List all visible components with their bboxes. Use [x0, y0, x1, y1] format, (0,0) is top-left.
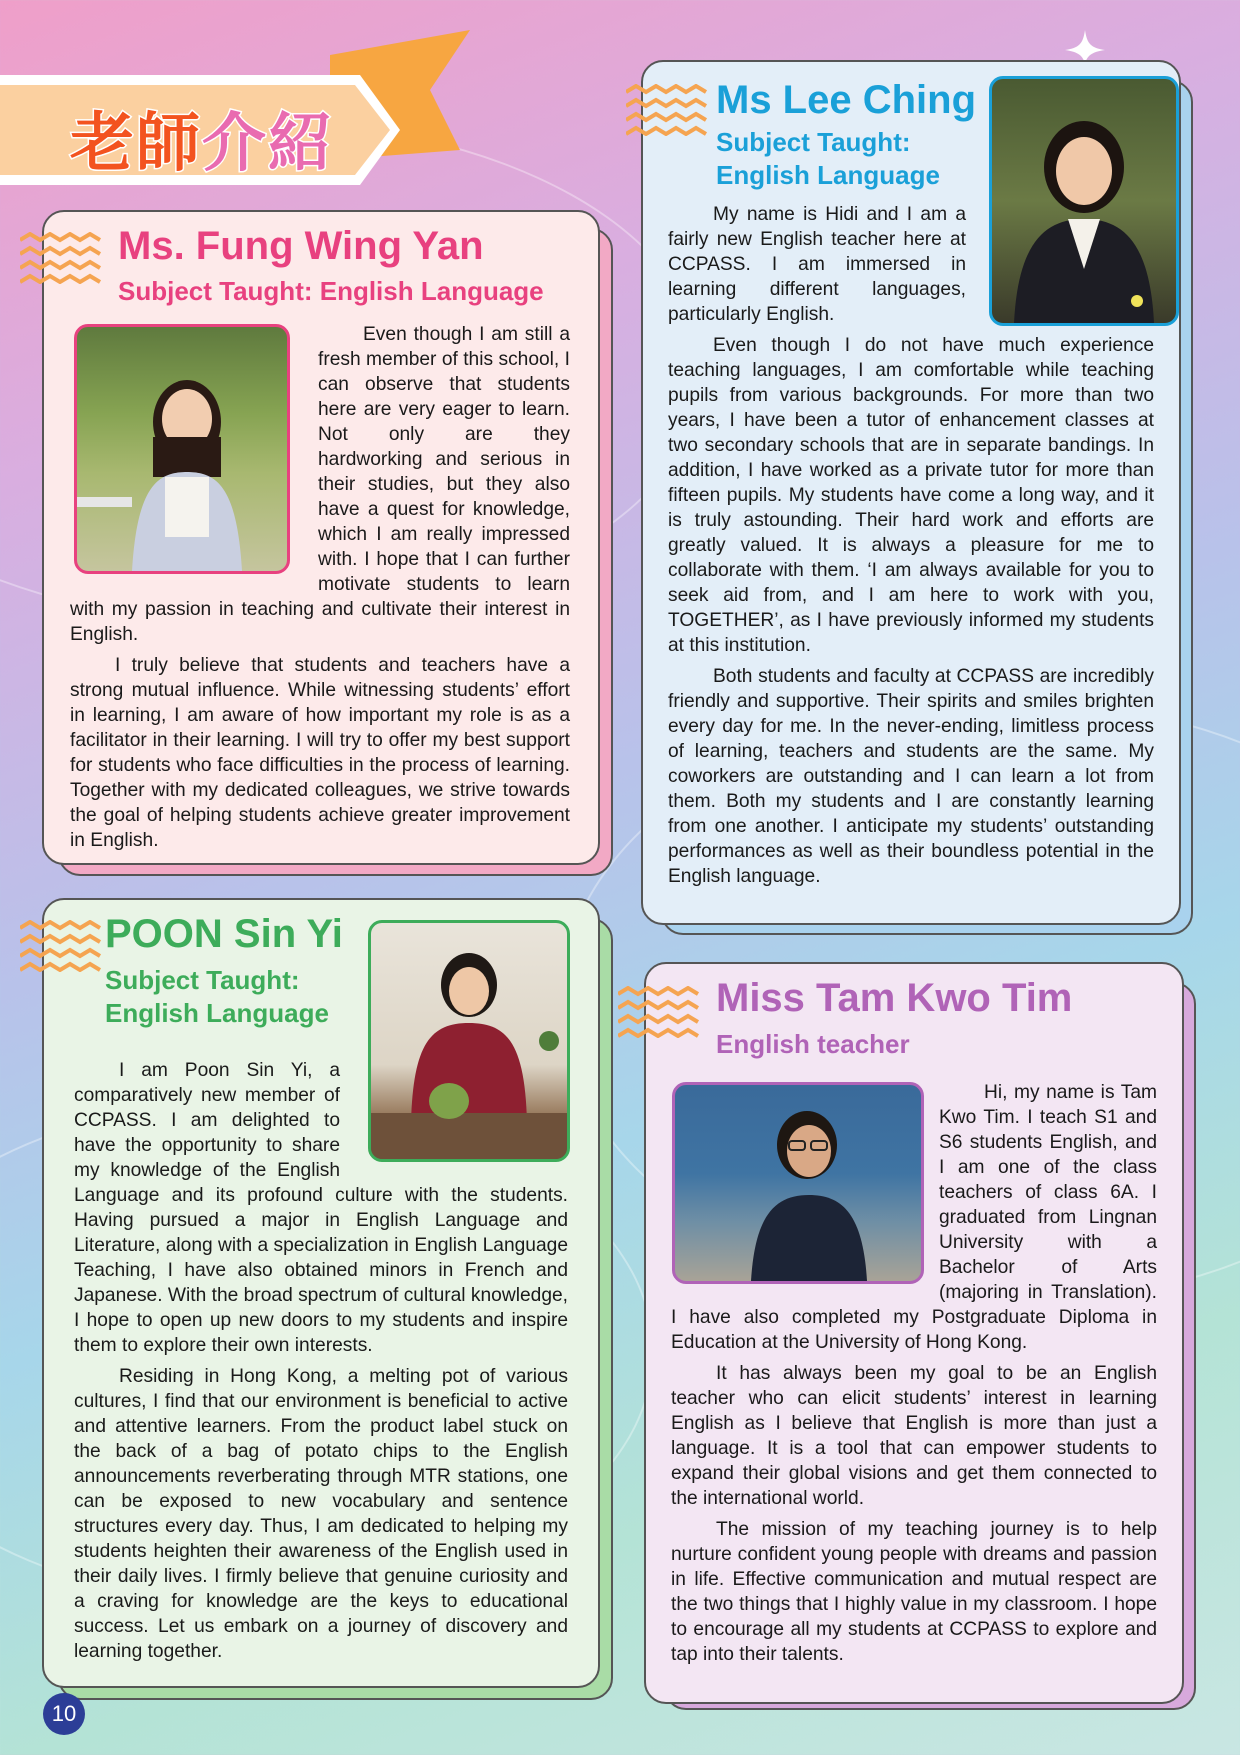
subject-taught: Subject Taught: English Language: [105, 965, 329, 1028]
teacher-bio: Hi, my name is Tam Kwo Tim. I teach S1 and S6 students English, and I am one of the class teachers of class 6A. I graduated from Lingnan University with a Bachelor of Arts (majoring in Translation). I have also completed my Postgraduate Diploma in Education at the University of Hong Kong. It has always been my goal to be an English teacher who can elicit students’ interest in learning English as I believe that English is more than just a language. It is a tool that can empower students to expand their global visions and get them connected to the international world. The mission of my teaching journey is to help nurture confident young people with dreams and passion in life. Effective communication and mutual respect are the two things that I highly value in my classroom. I hope to encourage all my students at CCPASS to explore and tap into their talents.: [671, 1082, 1157, 1665]
photo-text-wrap: [340, 1058, 568, 1182]
teacher-bio: Even though I am still a fresh member of this school, I can observe that students here are very eager to learn. Not only are they hardworking and serious in their studies, but they also have a quest for knowledge, which I am really impressed with. I hope that I can further motivate students to learn with my passion in teaching and cultivate their interest in English. I truly believe that students and teachers have a strong mutual influence. While witnessing students’ effort in learning, I am aware of how important my role is as a facilitator in their learning. I will try to offer my best support for students who face difficulties in the process of learning. Together with my dedicated colleagues, we strive towards the goal of helping students achieve greater improvement in English.: [70, 324, 570, 851]
zigzag-icon: [20, 232, 102, 284]
zigzag-icon: [626, 84, 708, 136]
zigzag-icon: [618, 986, 700, 1038]
teacher-name: POON Sin Yi: [105, 912, 343, 956]
banner-title: 老師介紹: [70, 107, 334, 181]
subject-taught: English teacher: [716, 1029, 910, 1059]
teacher-bio: I am Poon Sin Yi, a comparatively new member of CCPASS. I am delighted to have the opportunity to share my knowledge of the English Language and its profound culture with the students. Having pursued a major in English Language and Literature, along with a specialization in English Language Teaching, I have also obtained minors in French and Japanese. With the broad spectrum of cultural knowledge, I hope to open up new doors to my students and inspire them to explore their own interests. Residing in Hong Kong, a melting pot of various cultures, I find that our environment is beneficial to active and attentive learners. From the product label stuck on the back of a bag of potato chips to the English announcements reverberating through MTR stations, one can be exposed to new vocabulary and sentence structures every day. Thus, I am dedicated to helping my students heighten their awareness of the English used in their daily lives. I firmly believe that genuine curiosity and a craving for knowledge are the keys to educational success. Let us embark on a journey of discovery and learning together.: [74, 1060, 568, 1662]
teacher-bio: My name is Hidi and I am a fairly new English teacher here at CCPASS. I am immersed in learning different languages, particularly English. Even though I do not have much experience teaching languages, I am comfortable while teaching pupils from various backgrounds. For more than two years, I have been a tutor of enhancement classes at two secondary schools that are in separate bandings. In addition, I have worked as a private tutor for more than fifteen pupils. My students have come a long way, and it is truly astounding. Their hard work and efforts are greatly valued. It is always a pleasure for me to collaborate with them. ‘I am always available for you to seek aid from, and I am here to work with you, TOGETHER’, as I have previously informed my students at this institution. Both students and faculty at CCPASS are incredibly friendly and supportive. Their spirits and smiles brighten every day for me. In the never-ending, limitless process of learning, teachers and students are the same. My coworkers are outstanding and I can learn a lot from them. Both my students and I are constantly learning from one another. I anticipate my students’ outstanding performances as well as their boundless potential in the English language.: [668, 204, 1154, 887]
zigzag-icon: [20, 920, 102, 972]
photo-text-wrap: [966, 202, 1154, 326]
page-number: 10: [43, 1693, 85, 1735]
subject-taught: Subject Taught: English Language: [118, 276, 544, 306]
teacher-name: Ms Lee Ching: [716, 78, 977, 122]
teacher-name: Miss Tam Kwo Tim: [716, 976, 1073, 1020]
photo-text-wrap: [70, 322, 318, 578]
teacher-name: Ms. Fung Wing Yan: [118, 224, 484, 268]
subject-taught: Subject Taught: English Language: [716, 127, 940, 190]
sparkle-icon: [1065, 30, 1105, 64]
photo-text-wrap: [671, 1080, 939, 1286]
